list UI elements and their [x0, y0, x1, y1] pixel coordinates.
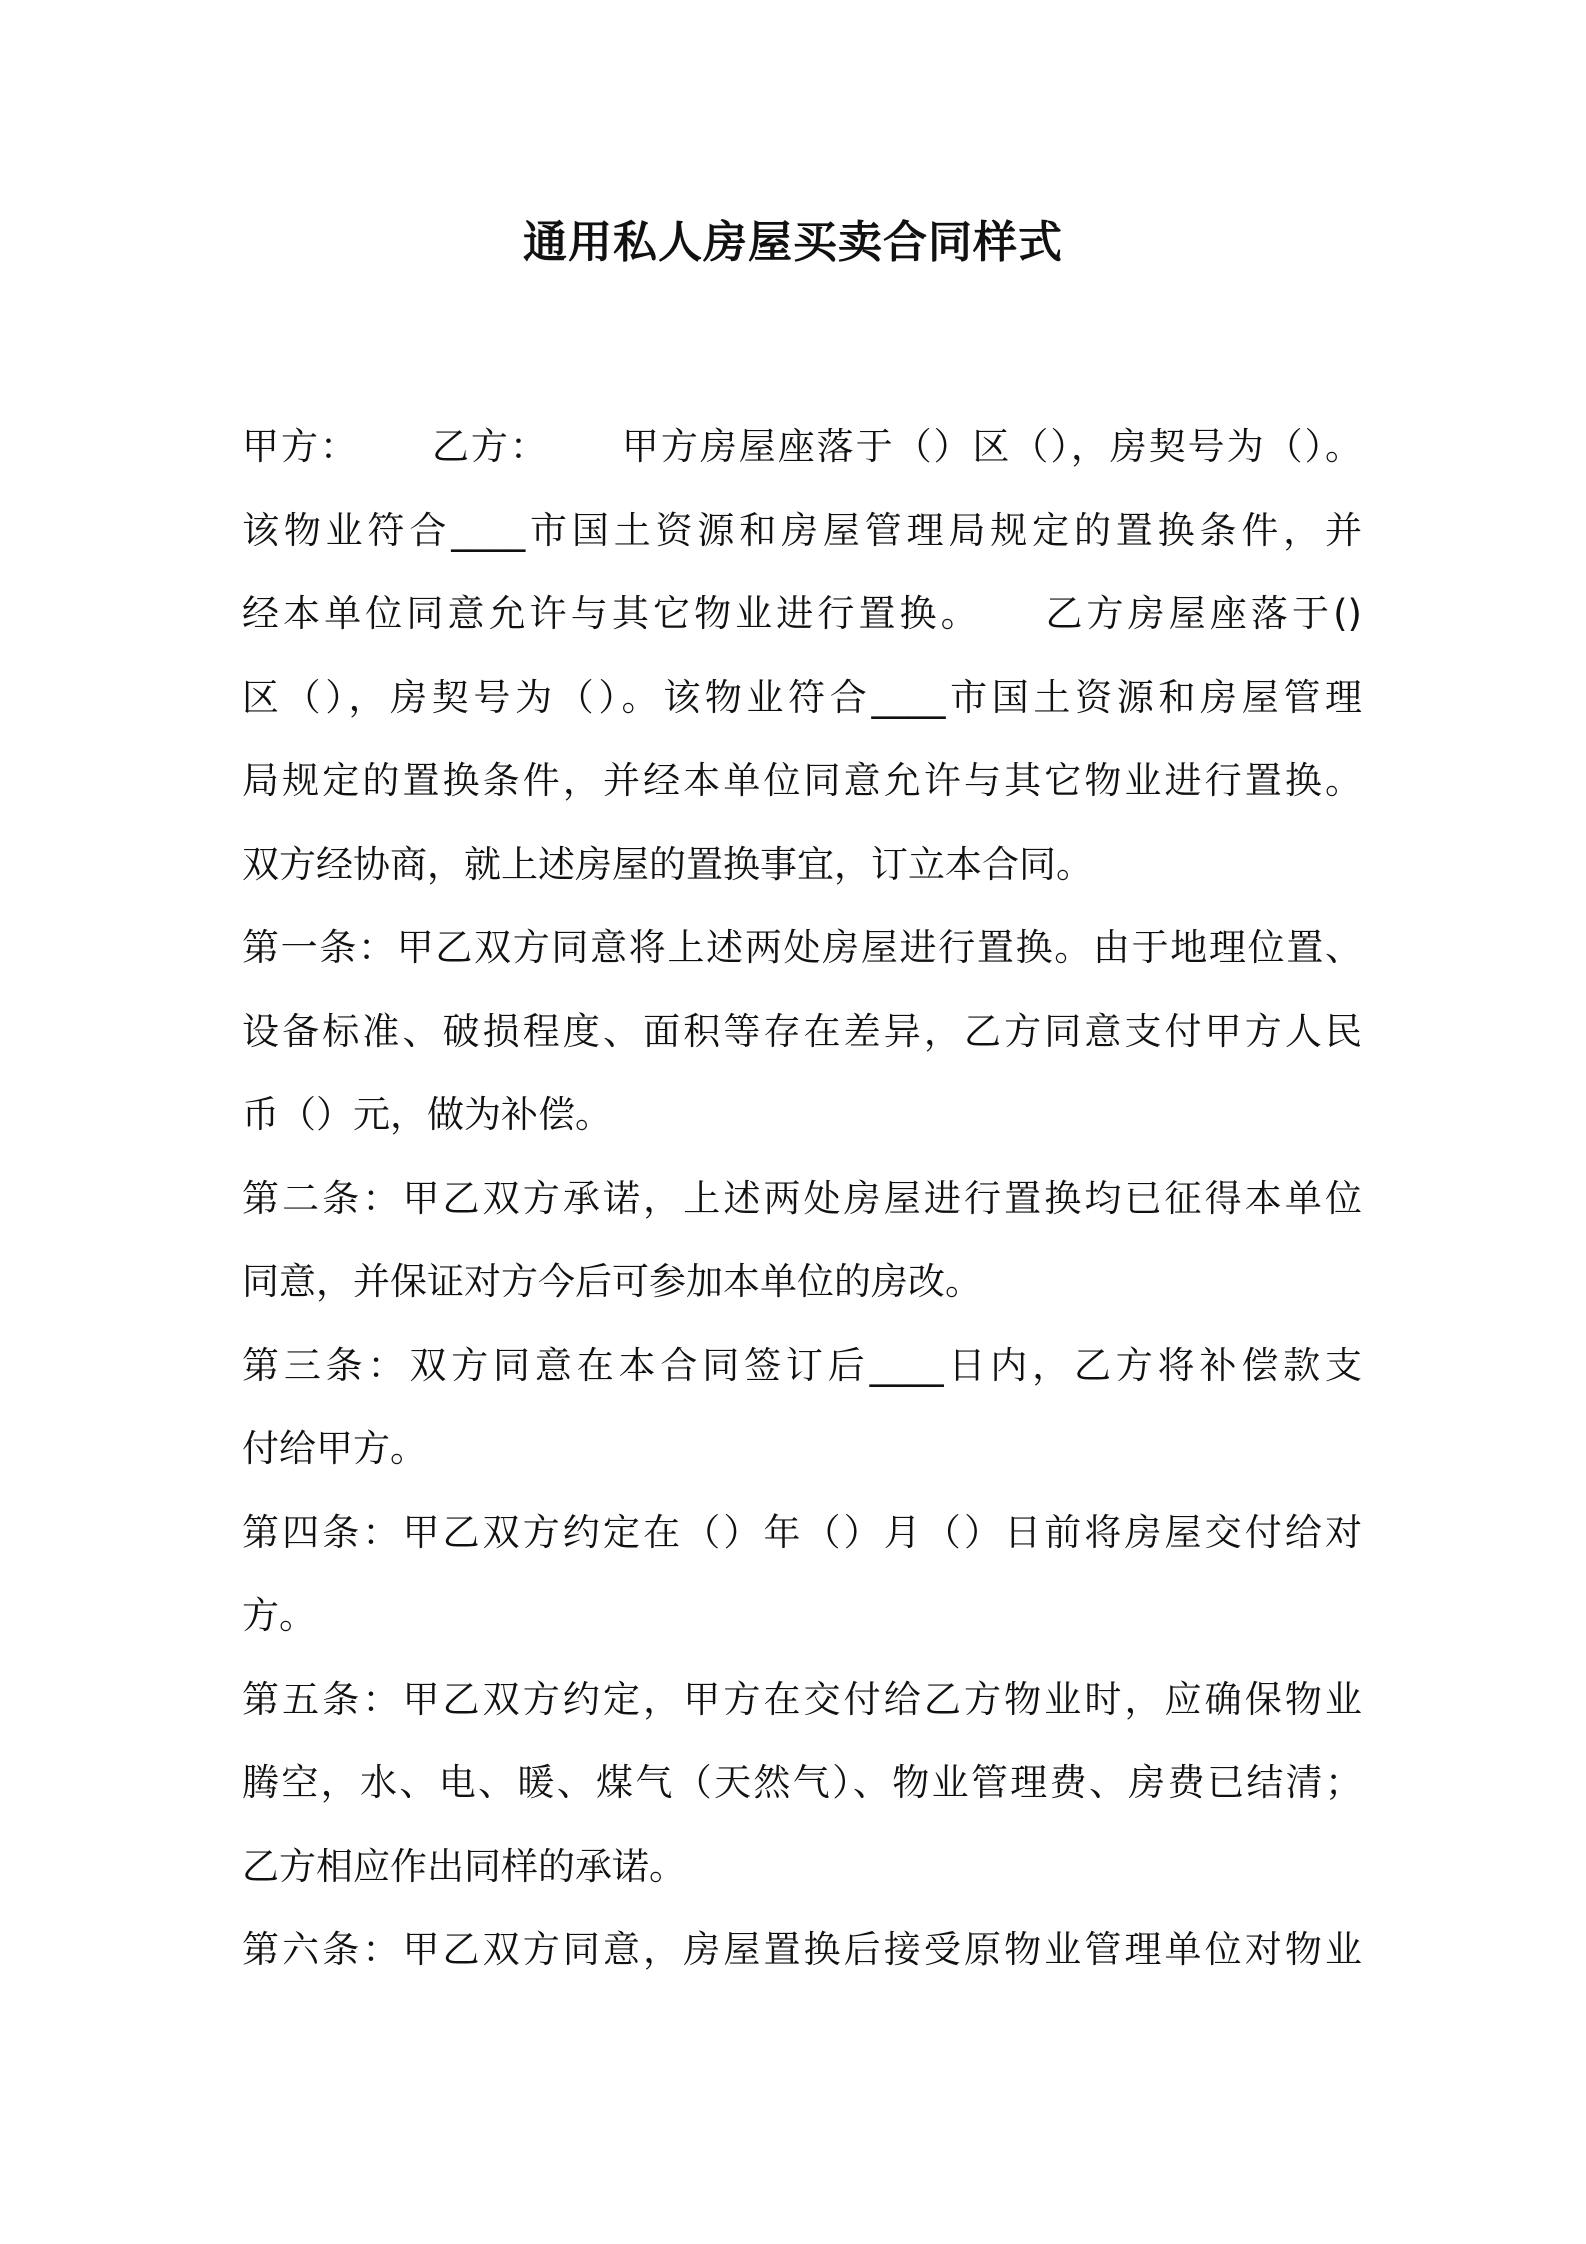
document-title: 通用私人房屋买卖合同样式: [523, 217, 1063, 268]
text-line: 付给甲方。: [242, 1427, 427, 1470]
text-line: 乙方相应作出同样的承诺。: [242, 1844, 686, 1888]
text-line: 双方经协商，就上述房屋的置换事宜，订立本合同。: [242, 842, 1093, 886]
text-line: 腾空，水、电、暖、煤气（天然气）、物业管理费、房费已结清；: [242, 1761, 1362, 1804]
text-line: 该物业符合____市国土资源和房屋管理局规定的置换条件，并: [242, 508, 1362, 552]
text-line: 设备标准、破损程度、面积等存在差异，乙方同意支付甲方人民: [242, 1009, 1362, 1053]
text-line: 第六条：甲乙双方同意，房屋置换后接受原物业管理单位对物业: [242, 1928, 1362, 1971]
text-line: 甲方： 乙方： 甲方房屋座落于（）区（），房契号为（）。: [242, 425, 1362, 468]
text-line: 方。: [242, 1594, 316, 1637]
text-line: 区（），房契号为（）。该物业符合____市国土资源和房屋管理: [242, 675, 1362, 719]
text-line: 币（）元，做为补偿。: [242, 1093, 612, 1136]
document-body: [242, 405, 1362, 1992]
text-line: 第二条：甲乙双方承诺，上述两处房屋进行置换均已征得本单位: [242, 1176, 1362, 1220]
text-line: 局规定的置换条件，并经本单位同意允许与其它物业进行置换。: [242, 759, 1362, 802]
text-line: 第三条：双方同意在本合同签订后____日内，乙方将补偿款支: [242, 1343, 1362, 1387]
text-line: 同意，并保证对方今后可参加本单位的房改。: [242, 1260, 982, 1303]
text-line: 第一条：甲乙双方同意将上述两处房屋进行置换。由于地理位置、: [242, 926, 1362, 969]
text-line: 经本单位同意允许与其它物业进行置换。 乙方房屋座落于(): [242, 592, 1362, 635]
text-line: 第五条：甲乙双方约定，甲方在交付给乙方物业时，应确保物业: [242, 1677, 1362, 1721]
text-line: 第四条：甲乙双方约定在（）年（）月（）日前将房屋交付给对: [242, 1510, 1362, 1554]
